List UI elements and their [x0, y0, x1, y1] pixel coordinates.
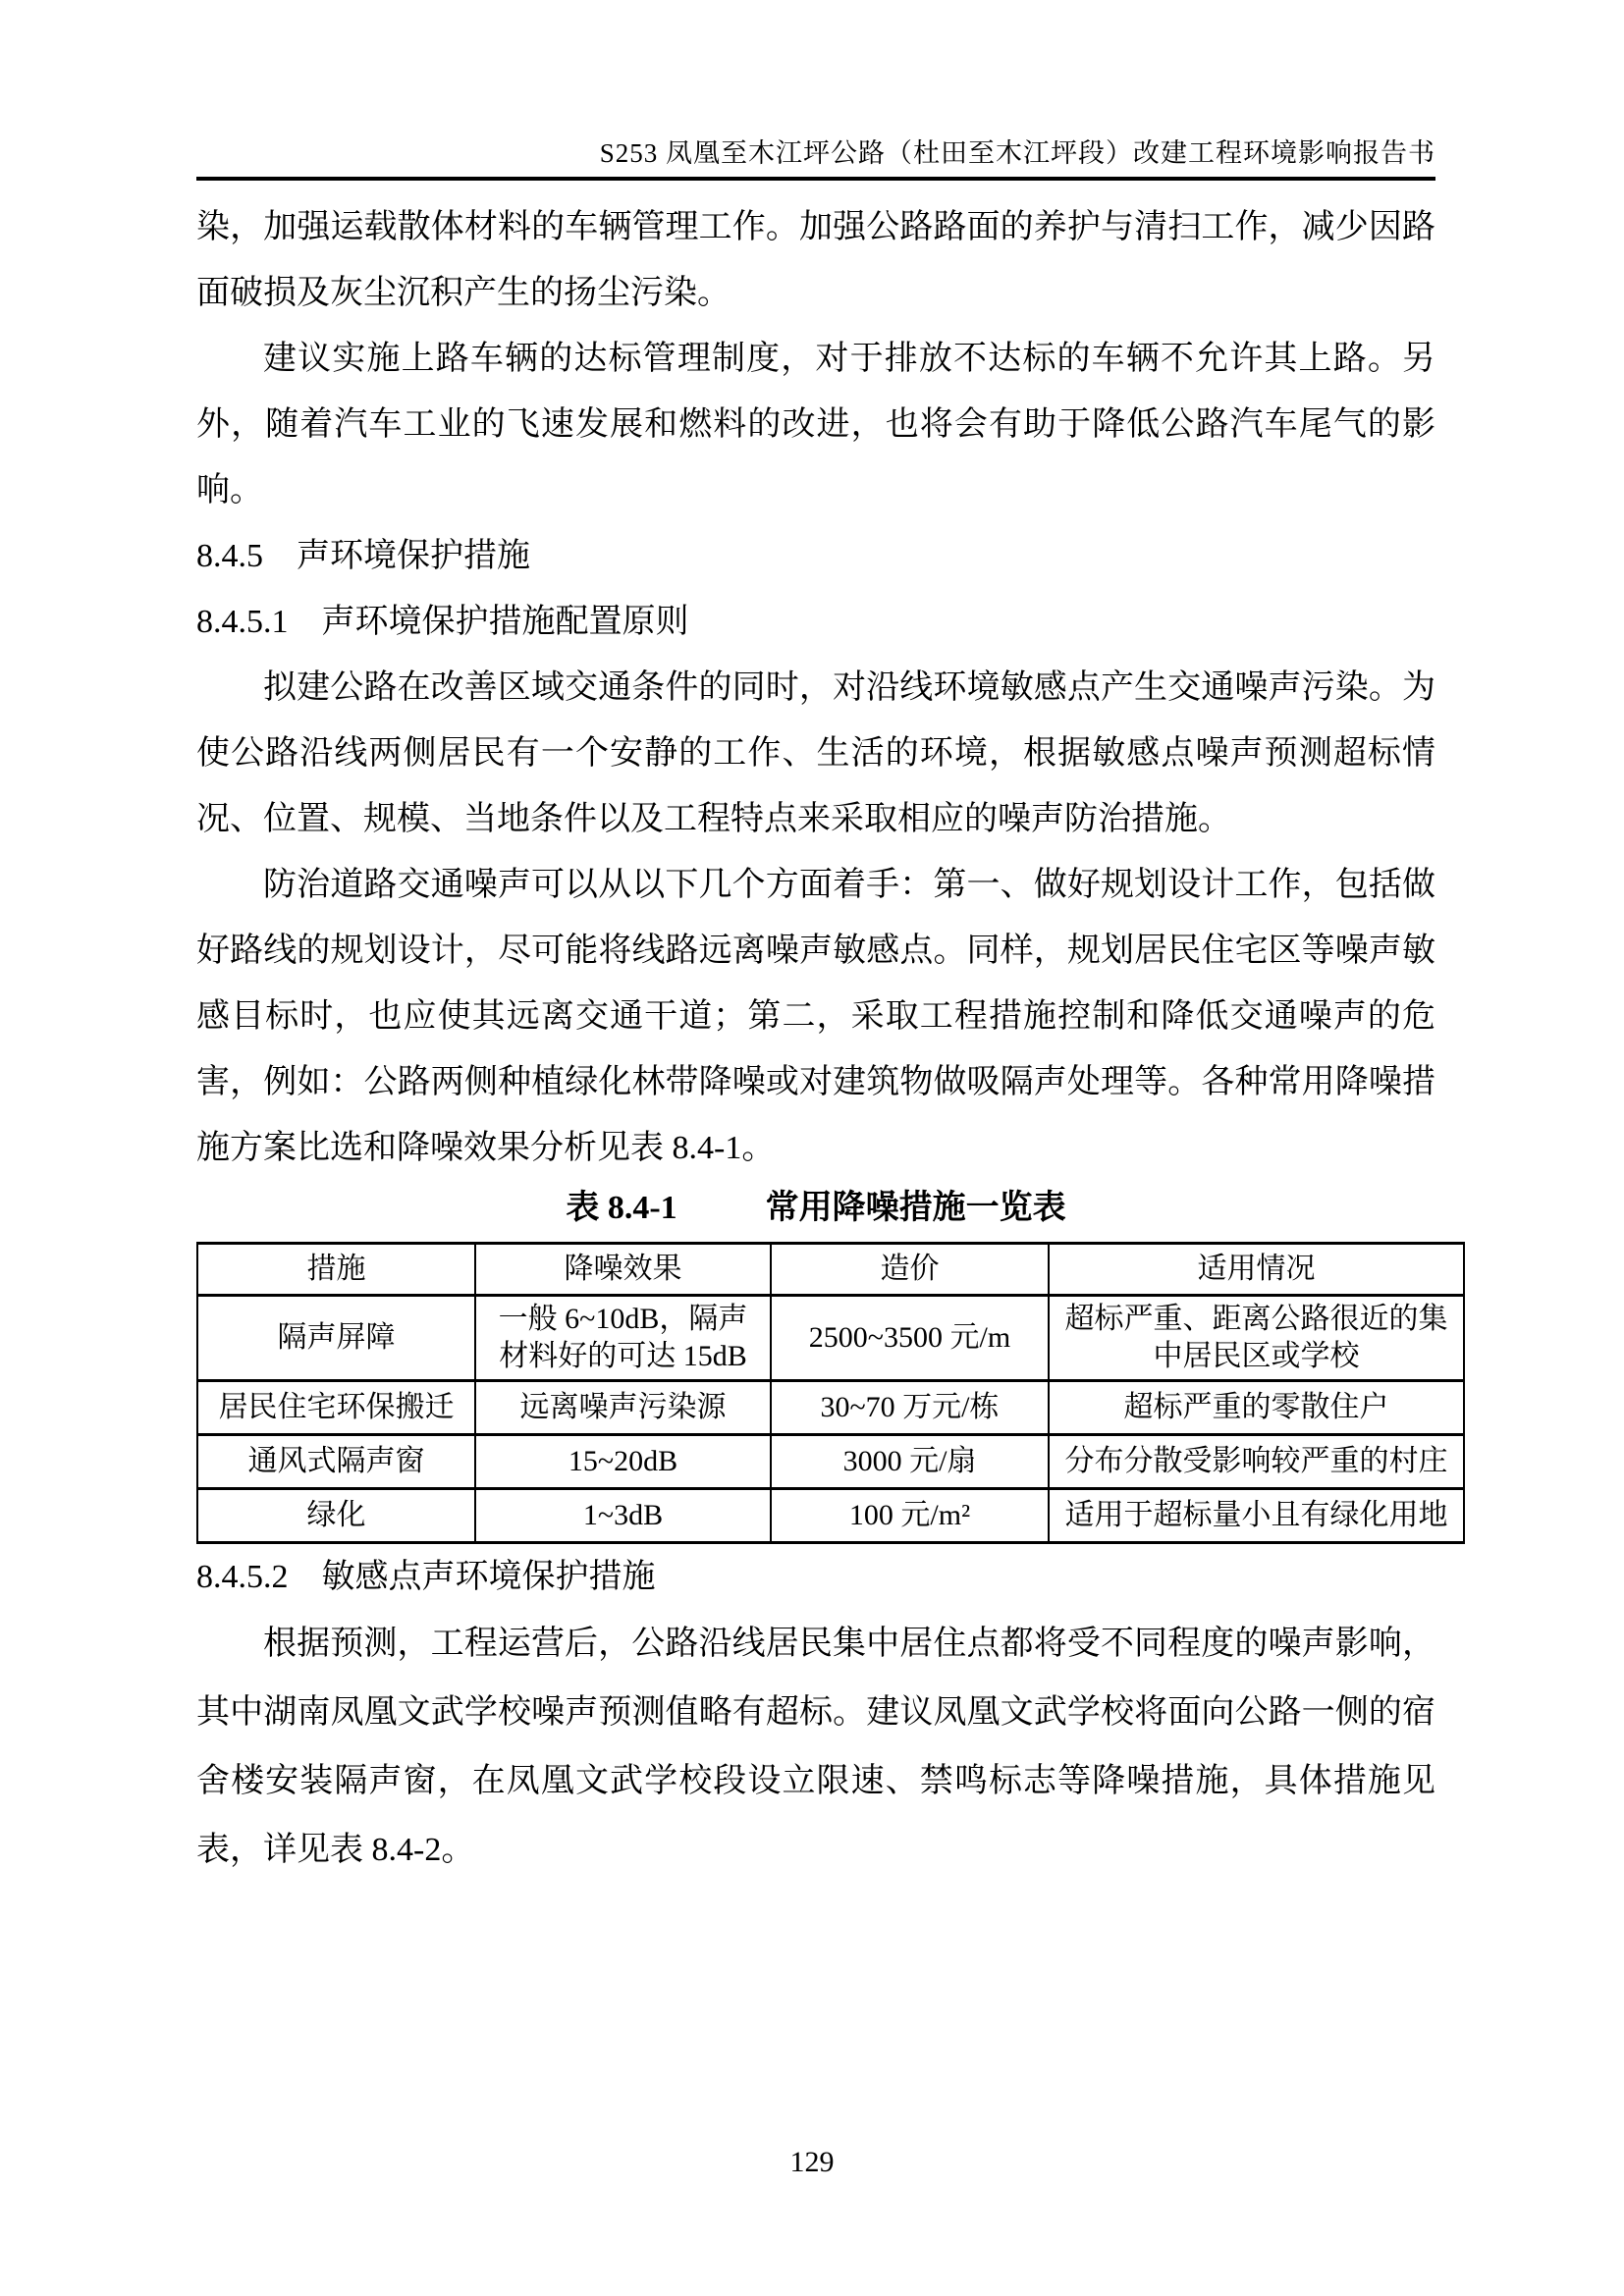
- heading-title: 敏感点声环境保护措施: [321, 1559, 656, 1595]
- noise-table-body: [197, 1296, 1464, 1543]
- table-cell: 1~3dB: [475, 1489, 771, 1543]
- table-cell: 适用于超标量小且有绿化用地: [1049, 1489, 1464, 1543]
- table-cell: 分布分散受影响较严重的村庄: [1049, 1435, 1464, 1489]
- table-cell: 隔声屏障: [197, 1296, 475, 1381]
- heading-8-4-5-1: [196, 589, 1435, 655]
- paragraph-protection-principle: 拟建公路在改善区域交通条件的同时，对沿线环境敏感点产生交通噪声污染。为使公路沿线两侧居民有一个安静的工作、生活的环境，根据敏感点噪声预测超标情况、位置、规模、当地条件以及工程特点来采取相应的噪声防治措施。: [196, 669, 1435, 837]
- heading-8-4-5-2: [196, 1544, 1435, 1610]
- table-row: [197, 1489, 1464, 1543]
- table-cell: 居民住宅环保搬迁: [197, 1381, 475, 1435]
- table-header-measure: 措施: [197, 1244, 475, 1296]
- heading-title: 声环境保护措施: [297, 538, 530, 574]
- table-cell: 超标严重、距离公路很近的集中居民区或学校: [1049, 1296, 1464, 1381]
- table-header-effect: 降噪效果: [475, 1244, 771, 1296]
- content-column: [196, 0, 1448, 1885]
- table-cell: 100 元/m²: [771, 1489, 1049, 1543]
- table-cell: 15~20dB: [475, 1435, 771, 1489]
- heading-8-4-5: [196, 523, 1435, 589]
- table-cell: 远离噪声污染源: [475, 1381, 771, 1435]
- noise-measures-table: [196, 1242, 1465, 1544]
- table-cell: 30~70 万元/栋: [771, 1381, 1049, 1435]
- heading-title: 声环境保护措施配置原则: [321, 604, 689, 640]
- page-number: 129: [789, 2146, 835, 2178]
- header-title: S253 凤凰至木江坪公路（杜田至木江坪段）改建工程环境影响报告书: [599, 138, 1435, 168]
- table-cell: 通风式隔声窗: [197, 1435, 475, 1489]
- table-cell: 绿化: [197, 1489, 475, 1543]
- table-cell: 超标严重的零散住户: [1049, 1381, 1464, 1435]
- header-rule: [196, 177, 1435, 181]
- table-cell: 一般 6~10dB，隔声材料好的可达 15dB: [475, 1296, 771, 1381]
- table-cell: 3000 元/扇: [771, 1435, 1049, 1489]
- paragraph-noise-prevention: 防治道路交通噪声可以从以下几个方面着手：第一、做好规划设计工作，包括做好路线的规划设计，尽可能将线路远离噪声敏感点。同样，规划居民住宅区等噪声敏感目标时，也应使其远离交通干道；第二，采取工程措施控制和降低交通噪声的危害，例如：公路两侧种植绿化林带降噪或对建筑物做吸隔声处理等。各种常用降噪措施方案比选和降噪效果分析见表 8.4-1。: [196, 867, 1435, 1166]
- heading-number: 8.4.5.1: [196, 604, 289, 640]
- paragraph-sensitive-points: 根据预测，工程运营后，公路沿线居民集中居住点都将受不同程度的噪声影响，其中湖南凤凰文武学校噪声预测值略有超标。建议凤凰文武学校将面向公路一侧的宿舍楼安装隔声窗，在凤凰文武学校段设立限速、禁鸣标志等降噪措施，具体措施见表，详见表 8.4-2。: [196, 1626, 1435, 1868]
- heading-number: 8.4.5.2: [196, 1559, 289, 1595]
- table-cell: 2500~3500 元/m: [771, 1296, 1049, 1381]
- paragraph-dust-control: 染，加强运载散体材料的车辆管理工作。加强公路路面的养护与清扫工作，减少因路面破损及灰尘沉积产生的扬尘污染。: [196, 209, 1435, 311]
- table-header-application: 适用情况: [1049, 1244, 1464, 1296]
- table-row: [197, 1296, 1464, 1381]
- heading-number: 8.4.5: [196, 538, 263, 574]
- table-header-cost: 造价: [771, 1244, 1049, 1296]
- table-caption-title: 常用降噪措施一览表: [765, 1190, 1066, 1226]
- document-body: [196, 194, 1448, 1885]
- table-caption-label: 表 8.4-1: [566, 1190, 677, 1226]
- table-header-row: [197, 1244, 1464, 1296]
- table-caption: [196, 1181, 1435, 1236]
- table-row: [197, 1381, 1464, 1435]
- table-row: [197, 1435, 1464, 1489]
- paragraph-vehicle-standards: 建议实施上路车辆的达标管理制度，对于排放不达标的车辆不允许其上路。另外，随着汽车工业的飞速发展和燃料的改进，也将会有助于降低公路汽车尾气的影响。: [196, 341, 1435, 508]
